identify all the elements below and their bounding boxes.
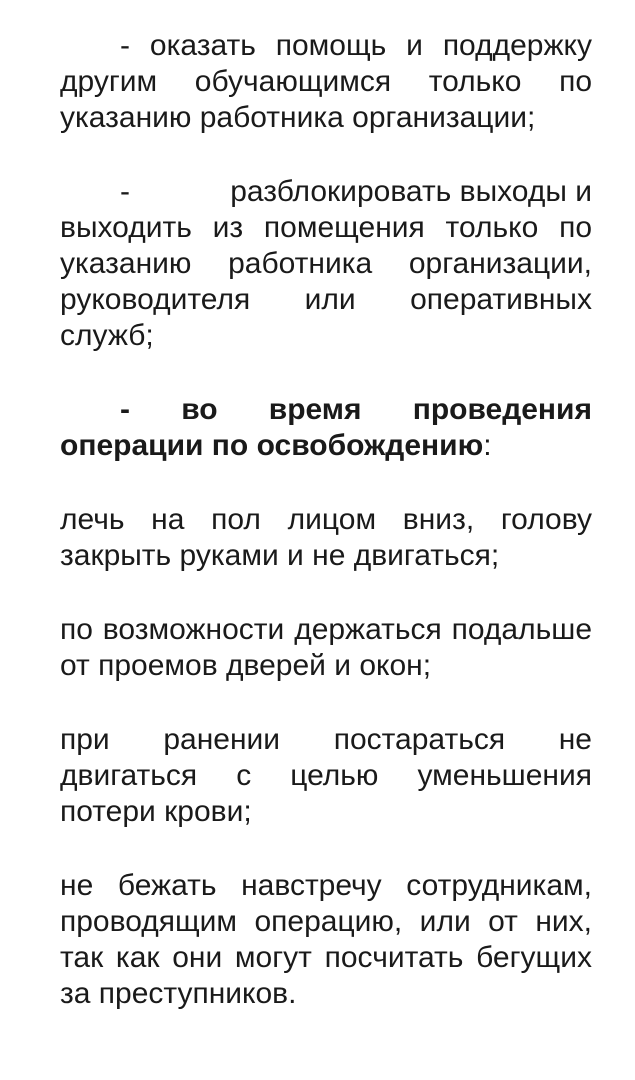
heading-word-2: время [268, 393, 362, 426]
instruction-text: выходить из помещения только по указанию работника организации, руководителя или оперативных служб; [60, 211, 592, 352]
heading-text: операции по освобождению [60, 429, 484, 462]
heading-word-1: во [181, 393, 218, 426]
dash-bullet: - [120, 175, 130, 208]
instruction-item-7: не бежать навстречу сотрудникам, проводящим операцию, или от них, так как они могут посчитать бегущих за преступников. [60, 869, 592, 1010]
instruction-text-first-line: разблокировать выходы и [230, 175, 592, 208]
instruction-item-1 [60, 28, 592, 136]
document-page [60, 28, 592, 1012]
instruction-item-6: при ранении постараться не двигаться с целью уменьшения потери крови; [60, 723, 592, 828]
instruction-item-2 [60, 174, 592, 354]
instruction-item-5: по возможности держаться подальше от проемов дверей и окон; [60, 613, 592, 682]
dash-bullet: - [120, 393, 130, 426]
instruction-text: оказать помощь и поддержку другим обучающимся только по указанию работника организации; [60, 29, 592, 134]
instruction-item-3-heading [60, 392, 592, 464]
heading-colon: : [483, 429, 492, 462]
heading-word-3: проведения [412, 393, 592, 426]
instruction-item-4: лечь на пол лицом вниз, голову закрыть руками и не двигаться; [60, 503, 592, 572]
dash-bullet: - [120, 29, 130, 62]
